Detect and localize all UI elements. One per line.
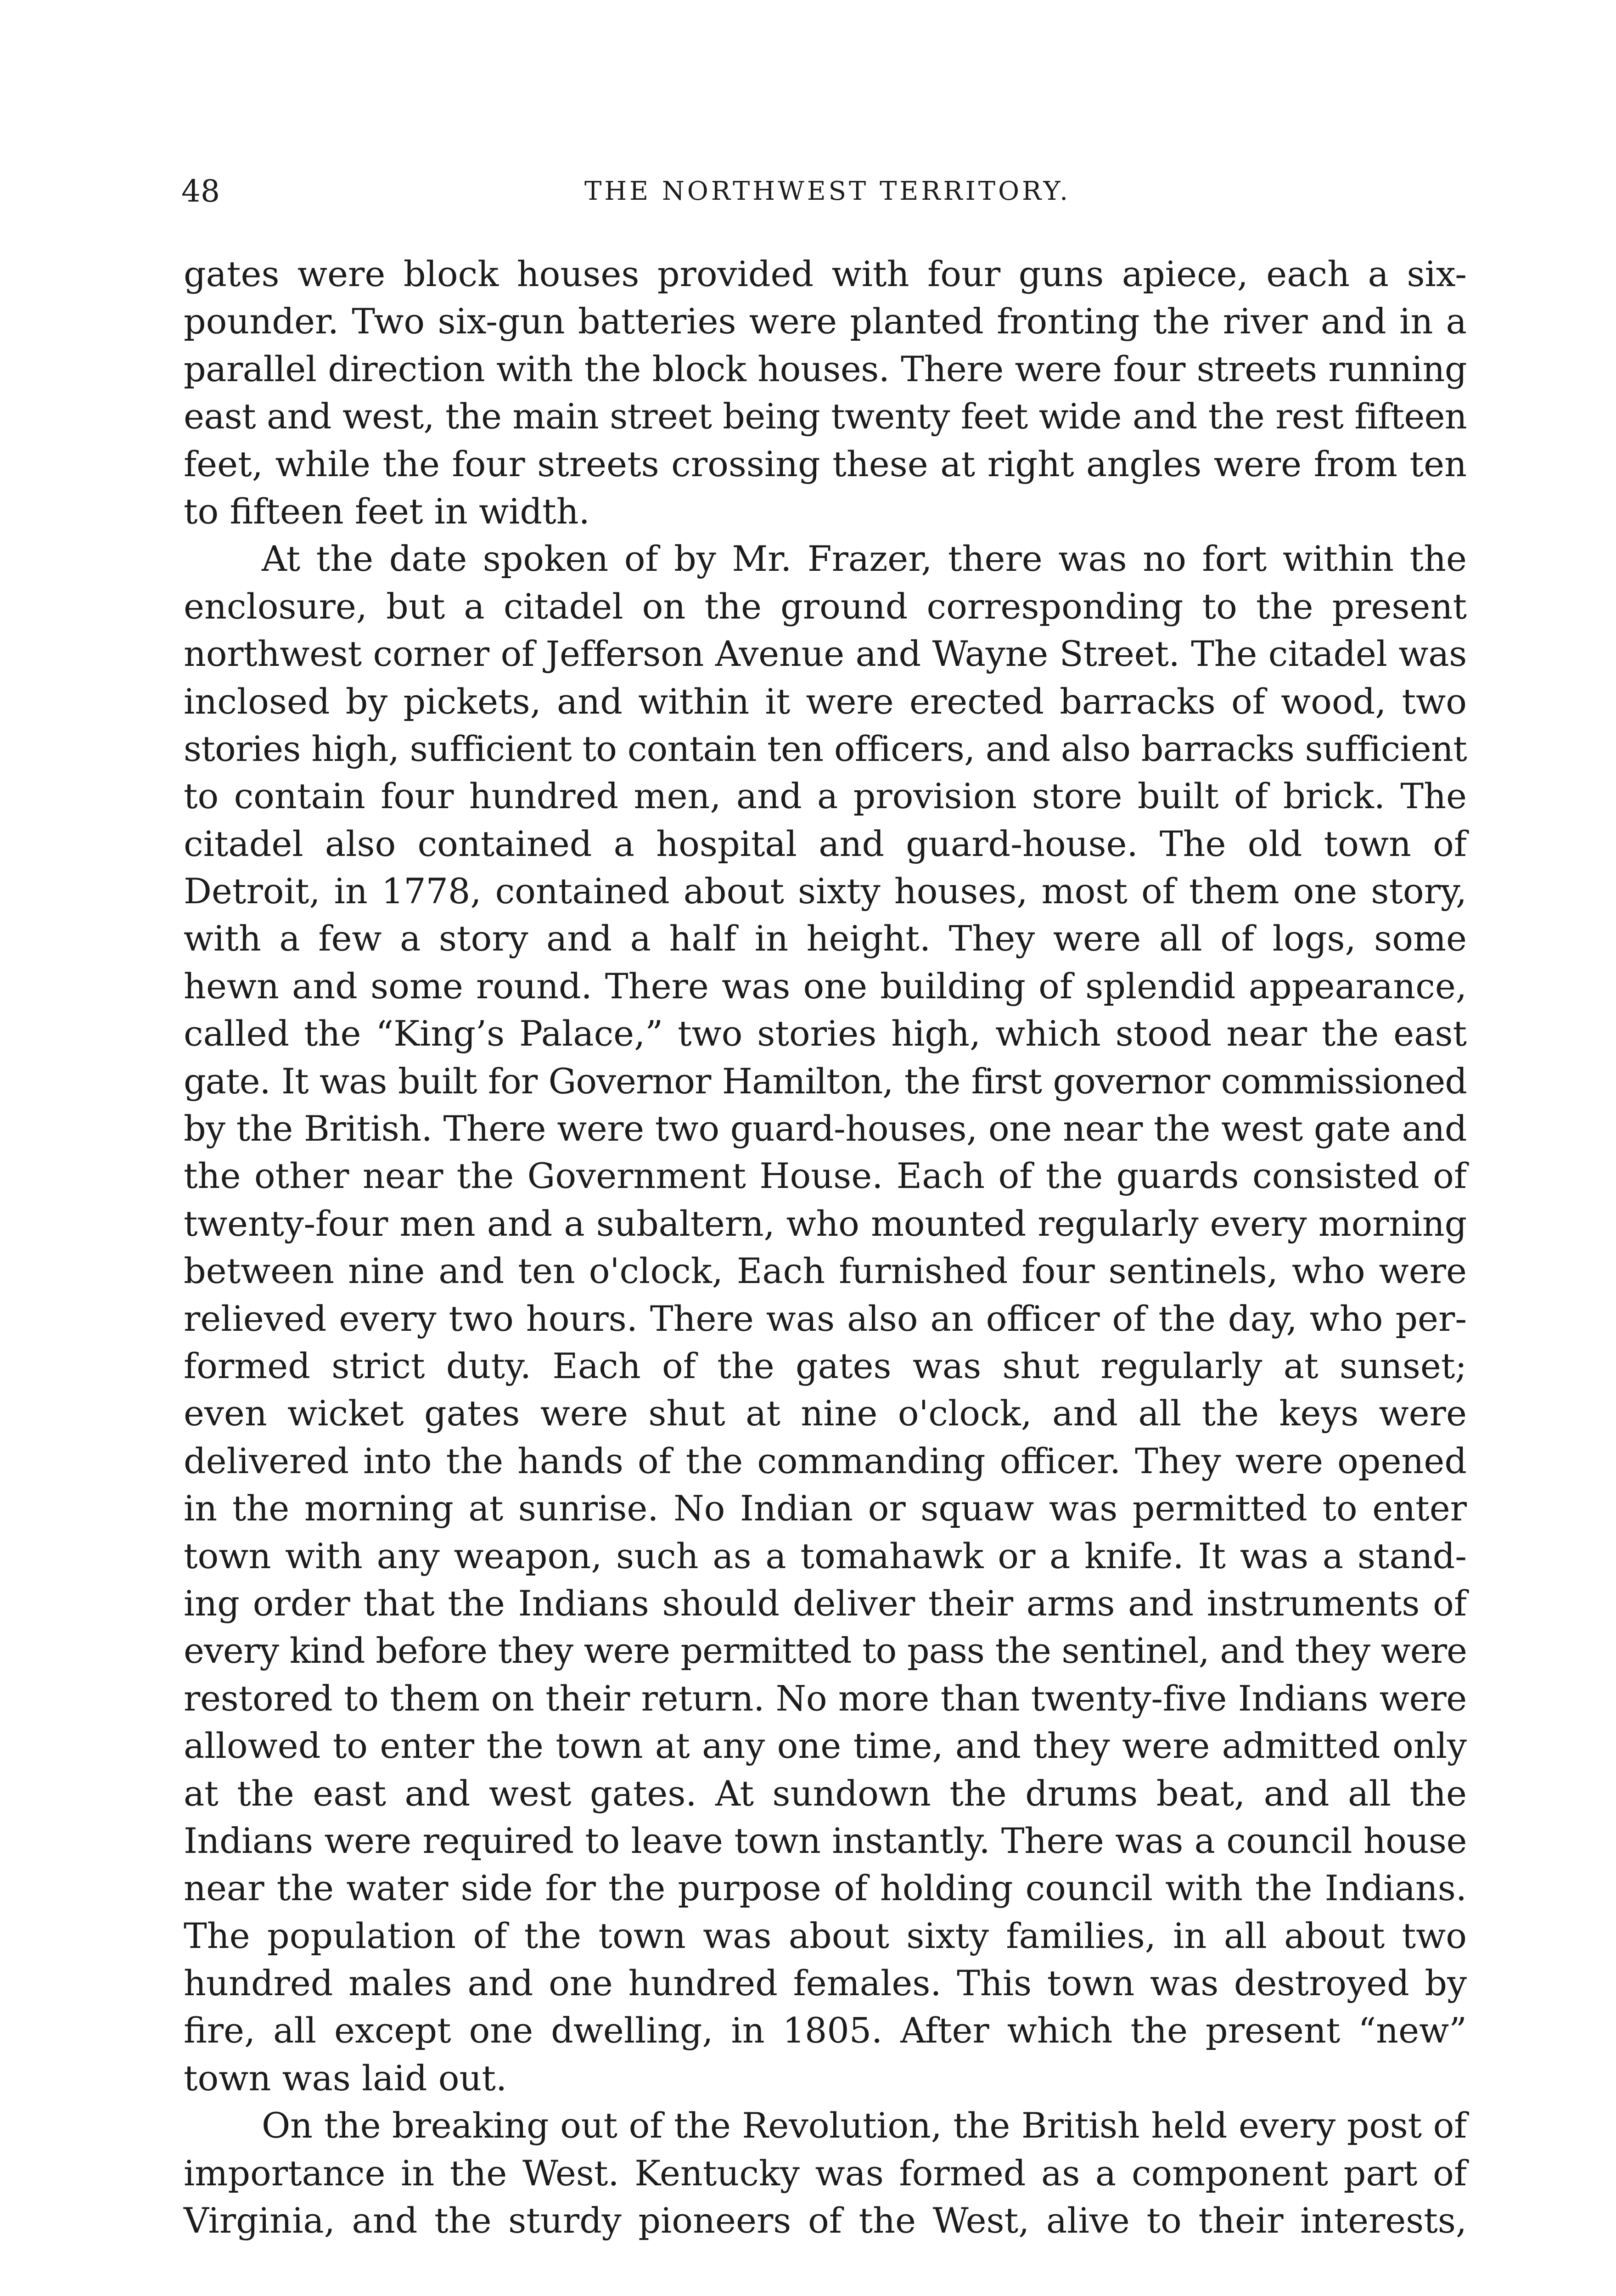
text-line: gates were block houses provided with four guns apiece, each a six-: [184, 253, 1467, 294]
paragraph: [184, 2102, 1467, 2244]
text-line: every kind before they were permitted to pass the sentinel, and they were: [184, 1630, 1467, 1671]
text-line: pounder. Two six-gun batteries were planted fronting the river and in a: [184, 301, 1467, 342]
text-line: Indians were required to leave town instantly. There was a council house: [184, 1820, 1467, 1861]
body-text: [184, 250, 1467, 2244]
text-line: to contain four hundred men, and a provision store built of brick. The: [184, 776, 1467, 817]
text-line: fire, all except one dwelling, in 1805. After which the present “new”: [184, 2010, 1467, 2051]
text-line: importance in the West. Kentucky was formed as a component part of: [184, 2152, 1467, 2194]
text-line: the other near the Government House. Each of the guards consisted of: [184, 1155, 1467, 1197]
text-line: parallel direction with the block houses. There were four streets running: [184, 348, 1467, 389]
text-line: at the east and west gates. At sundown the drums beat, and all the: [184, 1773, 1467, 1814]
text-line: by the British. There were two guard-houses, one near the west gate and: [184, 1108, 1467, 1149]
text-line: delivered into the hands of the commanding officer. They were opened: [184, 1440, 1467, 1481]
text-line: gate. It was built for Governor Hamilton, the first governor commissioned: [184, 1060, 1467, 1102]
text-line: to fifteen feet in width.: [184, 490, 590, 532]
text-line: ing order that the Indians should deliver their arms and instruments of: [184, 1582, 1467, 1624]
text-line: hewn and some round. There was one building of splendid appearance,: [184, 965, 1467, 1007]
text-line: relieved every two hours. There was also an officer of the day, who per-: [184, 1298, 1467, 1339]
text-line: feet, while the four streets crossing these at right angles were from ten: [184, 443, 1467, 484]
text-line: with a few a story and a half in height. They were all of logs, some: [184, 918, 1467, 959]
page-number: 48: [181, 174, 220, 209]
text-line: east and west, the main street being twenty feet wide and the rest fifteen: [184, 396, 1467, 437]
text-line: between nine and ten o'clock, Each furnished four sentinels, who were: [184, 1250, 1467, 1292]
text-line: citadel also contained a hospital and guard-house. The old town of: [184, 823, 1467, 864]
paragraph: [184, 535, 1467, 2102]
text-line: Detroit, in 1778, contained about sixty houses, most of them one story,: [184, 871, 1467, 912]
running-title: THE NORTHWEST TERRITORY.: [584, 176, 1071, 206]
text-line: allowed to enter the town at any one time, and they were admitted only: [184, 1725, 1467, 1767]
text-line: northwest corner of Jefferson Avenue and Wayne Street. The citadel was: [184, 633, 1467, 675]
text-line: The population of the town was about sixty families, in all about two: [184, 1915, 1467, 1956]
text-line: town was laid out.: [184, 2057, 507, 2099]
text-line: town with any weapon, such as a tomahawk or a knife. It was a stand-: [184, 1535, 1467, 1576]
text-line: called the “King’s Palace,” two stories high, which stood near the east: [184, 1013, 1467, 1054]
running-head: [181, 171, 1474, 212]
text-line: hundred males and one hundred females. This town was destroyed by: [184, 1963, 1467, 2004]
text-line: near the water side for the purpose of holding council with the Indians.: [184, 1868, 1467, 1909]
text-line: On the breaking out of the Revolution, the British held every post of: [262, 2105, 1467, 2146]
text-line: enclosure, but a citadel on the ground corresponding to the present: [184, 585, 1467, 627]
text-line: restored to them on their return. No more than twenty-five Indians were: [184, 1677, 1467, 1719]
text-line: in the morning at sunrise. No Indian or squaw was permitted to enter: [184, 1488, 1467, 1529]
text-line: stories high, sufficient to contain ten officers, and also barracks sufficient: [184, 728, 1467, 769]
text-line: At the date spoken of by Mr. Frazer, there was no fort within the: [262, 538, 1467, 580]
text-line: inclosed by pickets, and within it were erected barracks of wood, two: [184, 681, 1467, 722]
paragraph: [184, 250, 1467, 535]
text-line: formed strict duty. Each of the gates was shut regularly at sunset;: [184, 1345, 1467, 1386]
text-line: Virginia, and the sturdy pioneers of the West, alive to their interests,: [184, 2200, 1467, 2241]
text-line: even wicket gates were shut at nine o'clock, and all the keys were: [184, 1393, 1467, 1434]
text-line: twenty-four men and a subaltern, who mounted regularly every morning: [184, 1203, 1467, 1244]
